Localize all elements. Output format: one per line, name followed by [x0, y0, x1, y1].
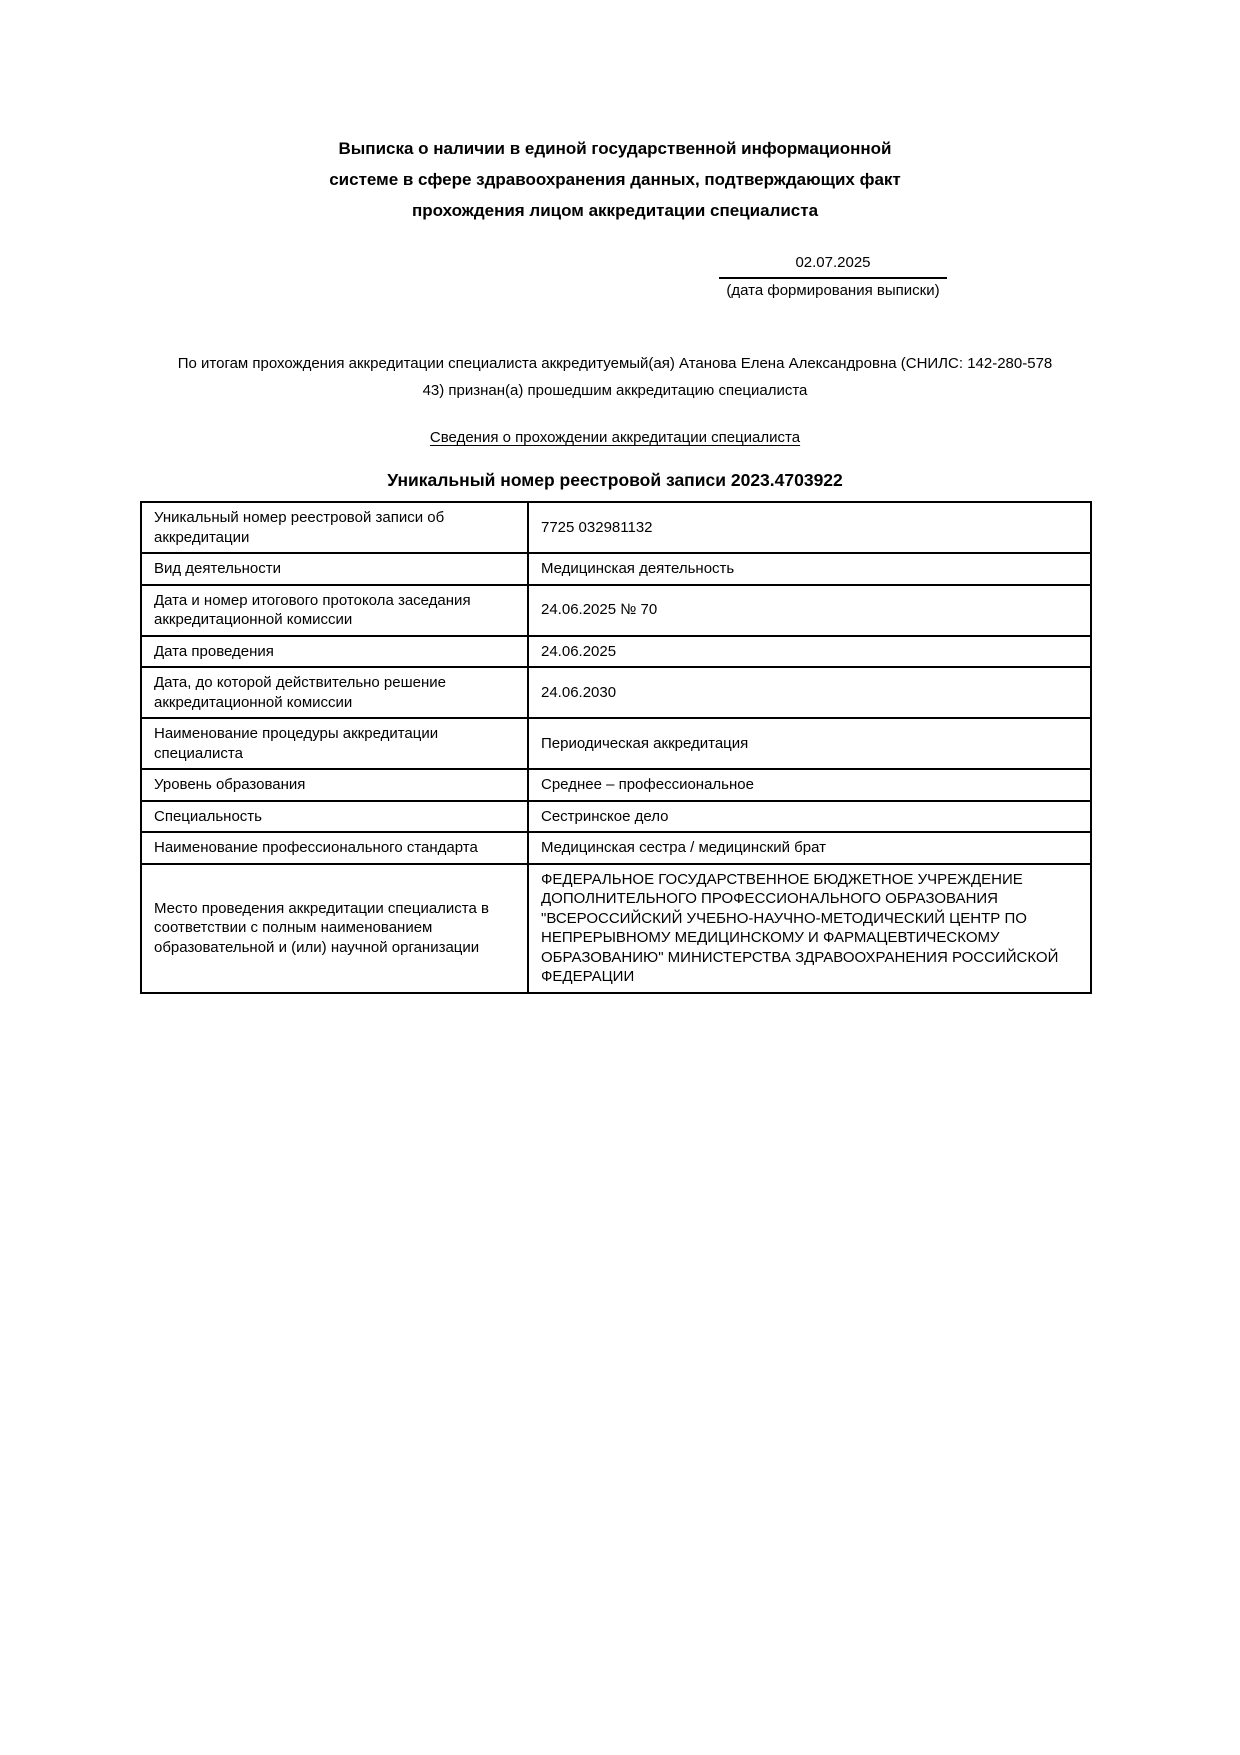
table-row: [141, 769, 1091, 801]
row-value-cell: 24.06.2025 № 70: [528, 585, 1091, 636]
table-row: [141, 667, 1091, 718]
generation-date-block: [719, 254, 947, 300]
page-title: [295, 133, 935, 226]
intro-paragraph: [140, 350, 1090, 404]
row-label-cell: Дата проведения: [141, 636, 528, 668]
table-row: [141, 585, 1091, 636]
row-value-cell: Медицинская сестра / медицинский брат: [528, 832, 1091, 864]
row-label-cell: Наименование процедуры аккредитации специалиста: [141, 718, 528, 769]
intro-paragraph-line: 43) признан(а) прошедшим аккредитацию специалиста: [422, 382, 808, 399]
section-heading: Сведения о прохождении аккредитации специалиста: [429, 429, 801, 446]
table-row: [141, 502, 1091, 553]
row-label-cell: Уровень образования: [141, 769, 528, 801]
row-value-cell: Среднее – профессиональное: [528, 769, 1091, 801]
row-label-cell: Специальность: [141, 801, 528, 833]
row-value-cell: 7725 032981132: [528, 502, 1091, 553]
generation-date: 02.07.2025: [719, 254, 947, 279]
row-label-cell: Наименование профессионального стандарта: [141, 832, 528, 864]
row-label-cell: Уникальный номер реестровой записи об аккредитации: [141, 502, 528, 553]
row-value-cell: 24.06.2025: [528, 636, 1091, 668]
table-row: [141, 864, 1091, 993]
registry-number-heading: Уникальный номер реестровой записи 2023.4703922: [387, 470, 843, 490]
row-label-cell: Дата и номер итогового протокола заседания аккредитационной комиссии: [141, 585, 528, 636]
page-title-line: Выписка о наличии в единой государственной информационной: [338, 139, 892, 158]
table-row: [141, 832, 1091, 864]
row-value-cell: Периодическая аккредитация: [528, 718, 1091, 769]
intro-paragraph-line: По итогам прохождения аккредитации специалиста аккредитуемый(ая) Атанова Елена Александровна (СНИЛС: 142-280-578: [177, 355, 1053, 372]
page-title-line: системе в сфере здравоохранения данных, подтверждающих факт: [329, 170, 901, 189]
row-label-cell: Дата, до которой действительно решение аккредитационной комиссии: [141, 667, 528, 718]
accreditation-table: [140, 501, 1092, 994]
row-value-cell: Медицинская деятельность: [528, 553, 1091, 585]
row-value-cell: ФЕДЕРАЛЬНОЕ ГОСУДАРСТВЕННОЕ БЮДЖЕТНОЕ УЧРЕЖДЕНИЕ ДОПОЛНИТЕЛЬНОГО ПРОФЕССИОНАЛЬНОГО ОБРАЗОВАНИЯ "ВСЕРОССИЙСКИЙ УЧЕБНО-НАУЧНО-МЕТОДИЧЕСКИЙ ЦЕНТР ПО НЕПРЕРЫВНОМУ МЕДИЦИНСКОМУ И ФАРМАЦЕВТИЧЕСКОМУ ОБРАЗОВАНИЮ" МИНИСТЕРСТВА ЗДРАВООХРАНЕНИЯ РОССИЙСКОЙ ФЕДЕРАЦИИ: [528, 864, 1091, 993]
row-label-cell: Место проведения аккредитации специалиста в соответствии с полным наименованием образовательной и (или) научной организации: [141, 864, 528, 993]
table-row: [141, 718, 1091, 769]
row-label-cell: Вид деятельности: [141, 553, 528, 585]
generation-date-caption: (дата формирования выписки): [726, 282, 940, 299]
table-row: [141, 801, 1091, 833]
row-value-cell: Сестринское дело: [528, 801, 1091, 833]
table-row: [141, 636, 1091, 668]
page-title-line: прохождения лицом аккредитации специалиста: [411, 201, 819, 220]
table-row: [141, 553, 1091, 585]
row-value-cell: 24.06.2030: [528, 667, 1091, 718]
